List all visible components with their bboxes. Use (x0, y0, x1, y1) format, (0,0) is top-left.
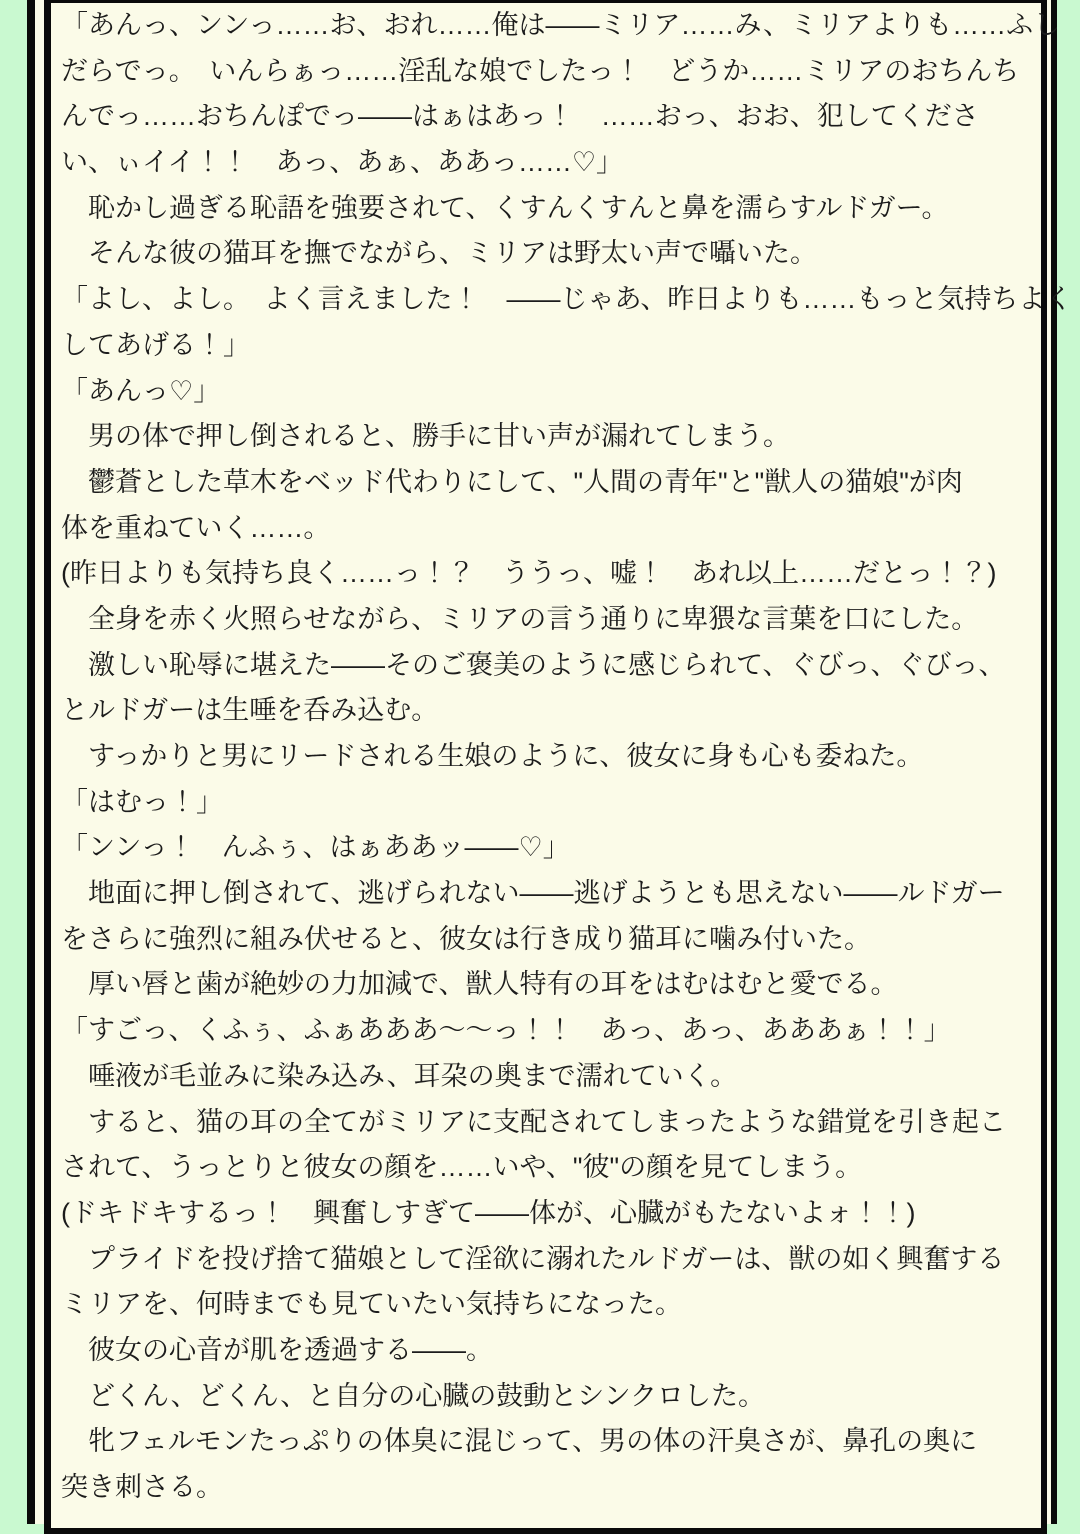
text-line: 「はむっ！」 (61, 786, 223, 817)
text-line: そんな彼の猫耳を撫でながら、ミリアは野太い声で囁いた。 (61, 238, 817, 269)
text-line: 「よし、よし。 よく言えました！ ――じゃあ、昨日よりも……もっと気持ちよく (61, 284, 1073, 315)
text-line: どくん、どくん、と自分の心臓の鼓動とシンクロした。 (61, 1380, 766, 1411)
text-line: 「あんっ、ンンっ……お、おれ……俺は――ミリア……み、ミリアよりも……ふし (61, 10, 1061, 40)
text-line: (ドキドキするっ！ 興奮しすぎて――体が、心臓がもたないよォ！！) (61, 1197, 916, 1228)
text-line: 男の体で押し倒されると、勝手に甘い声が漏れてしまう。 (61, 421, 790, 452)
text-line: 「あんっ♡」 (61, 375, 221, 406)
text-line: (昨日よりも気持ち良く……っ！？ ううっ、嘘！ あれ以上……だとっ！？) (61, 558, 997, 589)
document-paper-outer-border (27, 0, 1073, 1524)
text-line: 全身を赤く火照らせながら、ミリアの言う通りに卑猥な言葉を口にした。 (61, 603, 979, 634)
text-line: 地面に押し倒されて、逃げられない――逃げようとも思えない――ルドガー (61, 878, 1005, 909)
text-line: 「ンンっ！ んふぅ、はぁああッ――♡」 (61, 832, 570, 863)
text-line: だらでっ。 いんらぁっ……淫乱な娘でしたっ！ どうか……ミリアのおちんち (61, 55, 1020, 86)
text-line: をさらに強烈に組み伏せると、彼女は行き成り猫耳に噛み付いた。 (61, 923, 871, 954)
text-line: とルドガーは生唾を呑み込む。 (61, 695, 439, 726)
document-paper-inner-border (44, 0, 1073, 1534)
text-line: 体を重ねていく……。 (61, 512, 331, 543)
text-line: んでっ……おちんぽでっ――はぁはあっ！ ……おっ、おお、犯してくださ (61, 101, 979, 132)
text-line: 恥かし過ぎる恥語を強要されて、くすんくすんと鼻を濡らすルドガー。 (61, 192, 949, 223)
text-line: い、ぃイイ！！ あっ、あぁ、ああっ……♡」 (61, 147, 624, 178)
text-line: すると、猫の耳の全てがミリアに支配されてしまったような錯覚を引き起こ (61, 1106, 1006, 1137)
text-line: 彼女の心音が肌を透過する――。 (61, 1334, 493, 1365)
novel-text-body (61, 3, 1073, 1511)
text-line: されて、うっとりと彼女の顔を……いや、"彼"の顔を見てしまう。 (61, 1152, 863, 1183)
text-line: 突き刺さる。 (61, 1472, 223, 1502)
text-line: 厚い唇と歯が絶妙の力加減で、獣人特有の耳をはむはむと愛でる。 (61, 969, 898, 1000)
text-line: 牝フェルモンたっぷりの体臭に混じって、男の体の汗臭さが、鼻孔の奥に (61, 1426, 978, 1457)
text-line: してあげる！」 (61, 329, 250, 360)
text-line: 鬱蒼とした草木をベッド代わりにして、"人間の青年"と"獣人の猫娘"が肉 (61, 466, 963, 497)
text-line: 唾液が毛並みに染み込み、耳朶の奥まで濡れていく。 (61, 1060, 738, 1091)
text-line: 「すごっ、くふぅ、ふぁあああ～～っ！！ あっ、あっ、あああぁ！！」 (61, 1015, 951, 1046)
text-line: 激しい恥辱に堪えた――そのご褒美のように感じられて、ぐびっ、ぐびっ、 (61, 649, 1006, 680)
text-line: すっかりと男にリードされる生娘のように、彼女に身も心も委ねた。 (61, 741, 924, 771)
text-line: プライドを投げ捨て猫娘として淫欲に溺れたルドガーは、獣の如く興奮する (61, 1243, 1005, 1274)
text-line: ミリアを、何時までも見ていたい気持ちになった。 (61, 1289, 682, 1320)
